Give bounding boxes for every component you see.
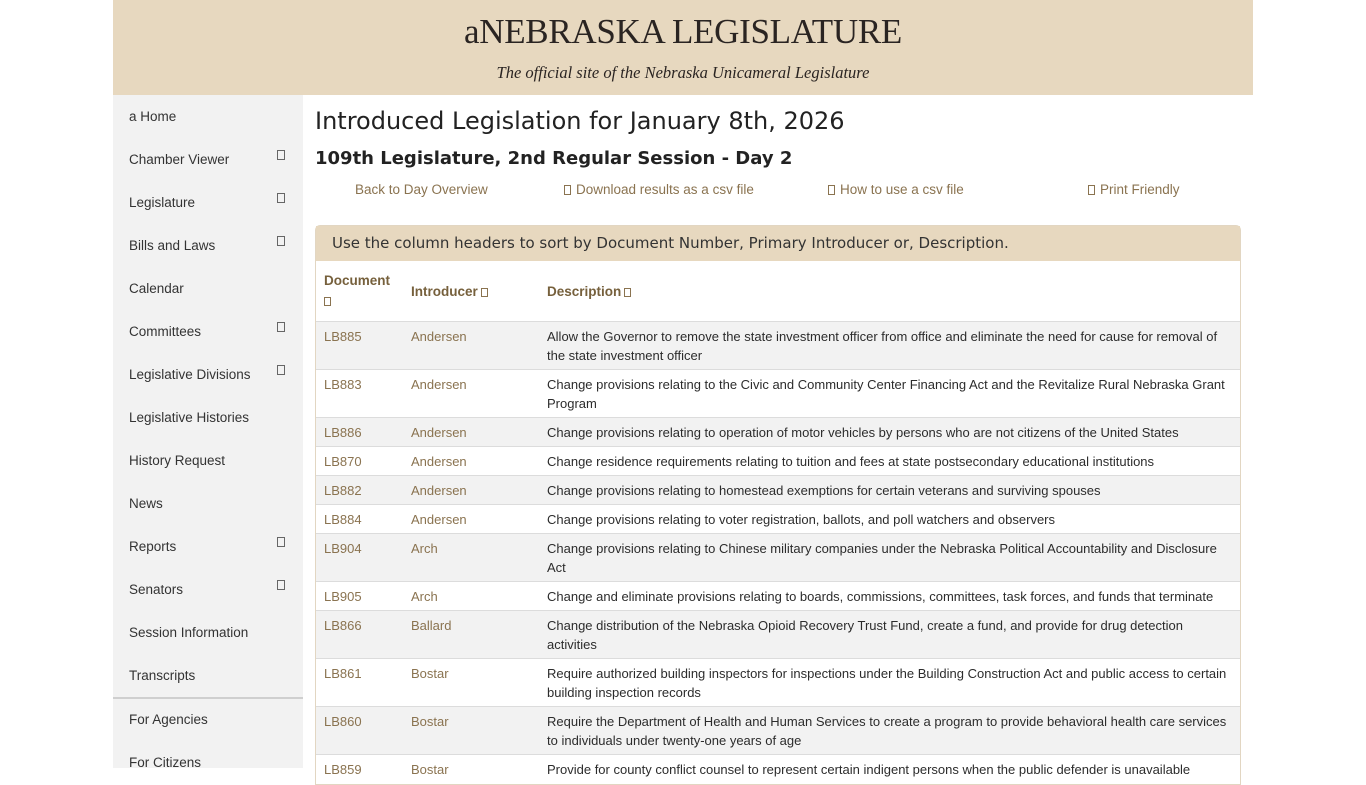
table-row [316,447,1240,476]
site-subtitle: The official site of the Nebraska Unicameral Legislature [496,63,870,82]
table-row [316,755,1240,784]
sidebar-item-session-information[interactable] [129,621,299,645]
table-row [316,370,1240,418]
sidebar-item-committees[interactable] [129,320,299,344]
description-cell: Require authorized building inspectors for inspections under the Building Construction Act and public access to certain building inspection records [539,659,1240,707]
sidebar-item-label: Transcripts [129,668,196,683]
legislation-card [315,225,1241,785]
introducer-link[interactable]: Andersen [403,447,539,476]
link-label: Print Friendly [1100,182,1180,197]
sidebar-item-label: Senators [129,582,184,597]
submenu-toggle-icon[interactable] [277,193,285,203]
column-label: Introducer [411,283,478,299]
sidebar-item-reports[interactable] [129,535,299,559]
document-link[interactable]: LB860 [316,707,403,755]
table-row [316,611,1240,659]
description-cell: Require the Department of Health and Human Services to create a program to provide behavioral health care services to individuals under twenty-one years of age [539,707,1240,755]
introducer-link[interactable]: Andersen [403,322,539,370]
column-header-description[interactable] [539,261,1240,322]
link-label: How to use a csv file [840,182,964,197]
document-link[interactable]: LB905 [316,582,403,611]
help-icon [828,185,835,195]
sidebar-item-home[interactable] [129,105,299,129]
introducer-link[interactable]: Bostar [403,755,539,784]
sidebar-item-label: Committees [129,324,202,339]
sidebar-item-label: Chamber Viewer [129,152,230,167]
introducer-link[interactable]: Bostar [403,659,539,707]
table-row [316,582,1240,611]
submenu-toggle-icon[interactable] [277,537,285,547]
column-header-introducer[interactable] [403,261,539,322]
sidebar-item-chamber-viewer[interactable] [129,148,299,172]
sidebar-item-label: News [129,496,163,511]
page-title: Introduced Legislation for January 8th, 2026 [315,107,845,135]
description-cell: Change provisions relating to the Civic and Community Center Financing Act and the Revitalize Rural Nebraska Grant Program [539,370,1240,418]
back-to-day-overview-link[interactable] [355,182,488,197]
table-row [316,659,1240,707]
introducer-link[interactable]: Bostar [403,707,539,755]
column-label: Document [324,273,391,288]
legislation-table [316,261,1240,783]
sidebar-item-senators[interactable] [129,578,299,602]
introducer-link[interactable]: Andersen [403,418,539,447]
sort-icon [324,297,331,306]
document-link[interactable]: LB883 [316,370,403,418]
sidebar-item-calendar[interactable] [129,277,299,301]
document-link[interactable]: LB870 [316,447,403,476]
sidebar-item-label: Legislative Histories [129,410,250,425]
sidebar-item-legislature[interactable] [129,191,299,215]
sidebar-item-label: History Request [129,453,226,468]
link-label: Back to Day Overview [355,182,488,197]
document-link[interactable]: LB882 [316,476,403,505]
sidebar-item-label: a Home [129,109,177,124]
submenu-toggle-icon[interactable] [277,322,285,332]
document-link[interactable]: LB861 [316,659,403,707]
submenu-toggle-icon[interactable] [277,236,285,246]
site-title[interactable]: aNEBRASKA LEGISLATURE [463,12,902,51]
page [113,0,1253,777]
table-row [316,534,1240,582]
sort-icon [481,288,488,297]
site-banner [113,0,1253,95]
sidebar-item-label: Bills and Laws [129,238,216,253]
document-link[interactable]: LB866 [316,611,403,659]
description-cell: Change provisions relating to voter registration, ballots, and poll watchers and observers [539,505,1240,534]
download-icon [564,185,571,195]
description-cell: Allow the Governor to remove the state investment officer from office and eliminate the need for cause for removal of the state investment officer [539,322,1240,370]
column-label: Description [547,283,622,299]
introducer-link[interactable]: Ballard [403,611,539,659]
description-cell: Provide for county conflict counsel to represent certain indigent persons when the public defender is unavailable [539,755,1240,784]
document-link[interactable]: LB904 [316,534,403,582]
sidebar-item-for-agencies[interactable] [129,708,299,732]
introducer-link[interactable]: Arch [403,534,539,582]
card-header: Use the column headers to sort by Document Number, Primary Introducer or, Description. [316,226,1240,261]
sidebar-item-legislative-divisions[interactable] [129,363,299,387]
print-friendly-link[interactable] [1088,182,1180,197]
sidebar-item-bills-and-laws[interactable] [129,234,299,258]
download-csv-link[interactable] [564,182,754,197]
sidebar-divider [113,697,303,699]
table-row [316,418,1240,447]
submenu-toggle-icon[interactable] [277,150,285,160]
print-icon [1088,185,1095,195]
sidebar-item-label: Legislative Divisions [129,367,251,382]
introducer-link[interactable]: Andersen [403,505,539,534]
introducer-link[interactable]: Andersen [403,370,539,418]
description-cell: Change residence requirements relating to tuition and fees at state postsecondary educational institutions [539,447,1240,476]
document-link[interactable]: LB886 [316,418,403,447]
column-header-document[interactable] [316,261,403,322]
page-subtitle: 109th Legislature, 2nd Regular Session - Day 2 [315,148,793,169]
sidebar-nav [113,95,303,768]
sidebar-item-history-request[interactable] [129,449,299,473]
table-row [316,322,1240,370]
description-cell: Change distribution of the Nebraska Opioid Recovery Trust Fund, create a fund, and provide for drug detection activities [539,611,1240,659]
table-row [316,505,1240,534]
description-cell: Change provisions relating to homestead exemptions for certain veterans and surviving spouses [539,476,1240,505]
document-link[interactable]: LB885 [316,322,403,370]
sidebar-item-label: Calendar [129,281,184,296]
sidebar-item-label: For Agencies [129,712,208,727]
how-to-use-csv-link[interactable] [828,182,964,197]
link-label: Download results as a csv file [576,182,754,197]
document-link[interactable]: LB859 [316,755,403,784]
table-row [316,476,1240,505]
introducer-link[interactable]: Arch [403,582,539,611]
introducer-link[interactable]: Andersen [403,476,539,505]
sidebar-item-label: For Citizens [129,755,202,770]
sidebar-item-transcripts[interactable] [129,664,299,688]
submenu-toggle-icon[interactable] [277,580,285,590]
sidebar-item-legislative-histories[interactable] [129,406,299,430]
table-row [316,707,1240,755]
submenu-toggle-icon[interactable] [277,365,285,375]
sort-icon [624,288,631,297]
sidebar-item-for-citizens[interactable] [129,751,299,775]
sidebar-item-label: Reports [129,539,177,554]
document-link[interactable]: LB884 [316,505,403,534]
description-cell: Change provisions relating to Chinese military companies under the Nebraska Political Accountability and Disclosure Act [539,534,1240,582]
sidebar-item-label: Legislature [129,195,196,210]
sidebar-item-news[interactable] [129,492,299,516]
description-cell: Change provisions relating to operation of motor vehicles by persons who are not citizens of the United States [539,418,1240,447]
sidebar-item-label: Session Information [129,625,249,640]
description-cell: Change and eliminate provisions relating to boards, commissions, committees, task forces, and funds that terminate [539,582,1240,611]
